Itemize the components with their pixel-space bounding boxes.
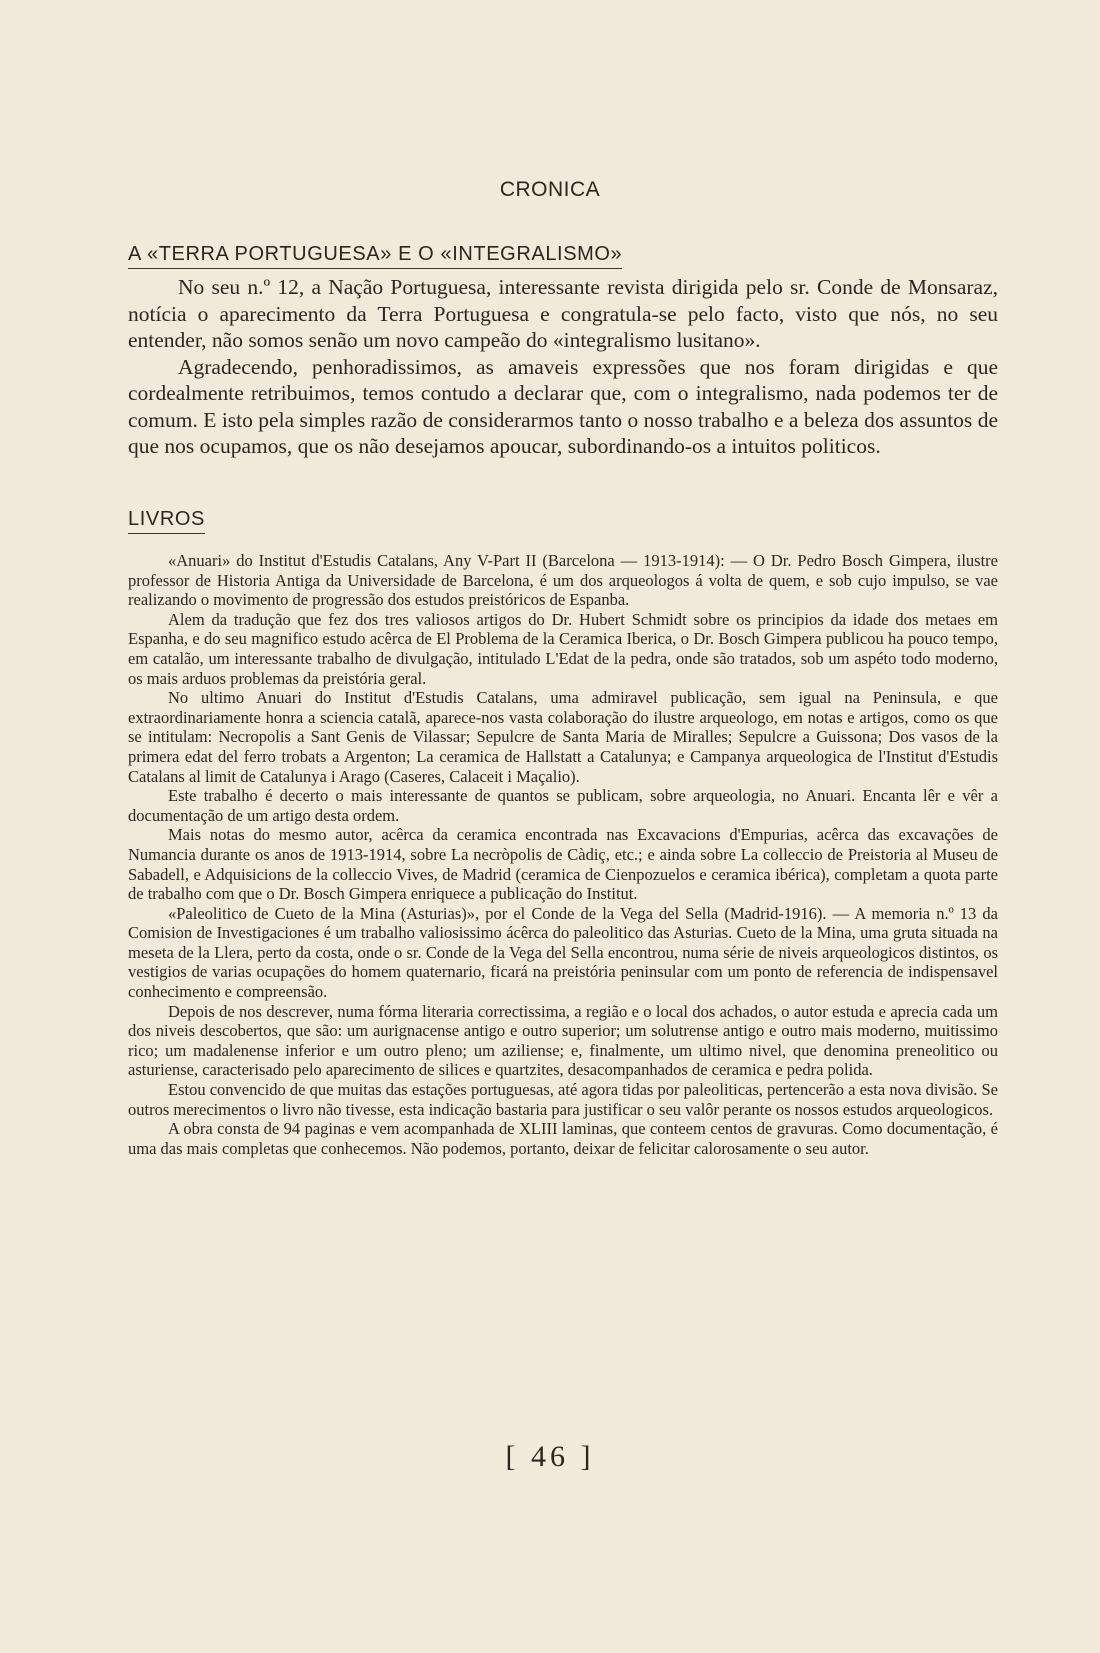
section-livros-body <box>128 551 998 1158</box>
page-header: CRONICA <box>499 178 601 201</box>
section-integralismo-body <box>128 274 998 460</box>
page-number: [ 46 ] <box>505 1440 595 1473</box>
paragraph: A obra consta de 94 paginas e vem acompanhada de XLIII laminas, que conteem centos de gravuras. Como documentação, é uma das mais completas que conhecemos. Não podemos, portanto, deixar de felicitar calorosamente o seu autor. <box>128 1119 998 1158</box>
section-integralismo <box>128 243 998 269</box>
paragraph: No ultimo Anuari do Institut d'Estudis Catalans, uma admiravel publicação, sem igual na Peninsula, e que extraordinariamente honra a sciencia catalã, aparece-nos vasta colaboração do ilustre arqueologo, em notas e artigos, como os que se intitulam: Necropolis a Sant Genis de Vilassar; Sepulcre de Santa Maria de Miralles; Sepulcre a Guissona; Dos vasos de la primera edat del ferro trobats a Argenton; La ceramica de Hallstatt a Catalunya; e Campanya arqueologica de l'Institut d'Estudis Catalans al limit de Catalunya i Arago (Caseres, Calaceit i Maçalio). <box>128 688 998 786</box>
paragraph: «Anuari» do Institut d'Estudis Catalans, Any V-Part II (Barcelona — 1913-1914): — O Dr. Pedro Bosch Gimpera, ilustre professor de Historia Antiga da Universidade de Barcelona, é um dos arqueologos á volta de quem, e sob cujo impulso, se vae realizando o movimento de progressão dos estudos preistóricos de Espanba. <box>128 551 998 610</box>
paragraph: Depois de nos descrever, numa fórma literaria correctissima, a região e o local dos achados, o autor estuda e aprecia cada um dos niveis descobertos, que são: um aurignacense antigo e outro superior; um solutrense antigo e outro mais moderno, muitissimo rico; um madalenense inferior e um outro pleno; um aziliense; e, finalmente, um ultimo nivel, que denomina preneolitico ou asturiense, caracterisado pelo aparecimento de silices e quartzites, desacompanhados de ceramica e pedra polida. <box>128 1001 998 1080</box>
paragraph: «Paleolitico de Cueto de la Mina (Asturias)», por el Conde de la Vega del Sella (Madrid-1916). — A memoria n.º 13 da Comision de Investigaciones é um trabalho valiosissimo ácêrca do paleolitico das Asturias. Cueto de la Mina, uma gruta situada na meseta de la Llera, perto da costa, onde o sr. Conde de la Vega del Sella encontrou, numa série de niveis arqueologicos distintos, os vestigios de varias ocupações do homem quaternario, ficará na preistória peninsular com um ponto de referencia de indispensavel conhecimento e compreensão. <box>128 903 998 1002</box>
paragraph: Estou convencido de que muitas das estações portuguesas, até agora tidas por paleoliticas, pertencerão a esta nova divisão. Se outros merecimentos o livro não tivesse, esta indicação bastaria para justificar o seu valôr perante os nossos estudos arqueologicos. <box>128 1080 998 1119</box>
paragraph: Mais notas do mesmo autor, acêrca da ceramica encontrada nas Excavacions d'Empurias, acêrca das excavações de Numancia durante os anos de 1913-1914, sobre La necròpolis de Càdiç, etc.; e ainda sobre La colleccio de Preistoria al Museu de Sabadell, e Adquisicions de la colleccio Vives, de Madrid (ceramica de Cienpozuelos e ceramica ibérica), completam a quota parte de trabalho com que o Dr. Bosch Gimpera enriquece a publicação do Institut. <box>128 825 998 904</box>
paragraph: Este trabalho é decerto o mais interessante de quantos se publicam, sobre arqueologia, no Anuari. Encanta lêr e vêr a documentação de um artigo desta ordem. <box>128 786 998 825</box>
section-title-livros: LIVROS <box>128 508 205 534</box>
section-livros <box>128 508 998 534</box>
paragraph: Agradecendo, penhoradissimos, as amaveis expressões que nos foram dirigidas e que cordealmente retribuimos, temos contudo a declarar que, com o integralismo, nada podemos ter de comum. E isto pela simples razão de considerarmos tanto o nosso trabalho e a beleza dos assuntos de que nos ocupamos, que os não desejamos apoucar, subordinando-os a intuitos politicos. <box>128 354 998 458</box>
section-title-integralismo: A «TERRA PORTUGUESA» E O «INTEGRALISMO» <box>128 243 622 269</box>
paragraph: No seu n.º 12, a Nação Portuguesa, interessante revista dirigida pelo sr. Conde de Monsaraz, notícia o aparecimento da Terra Portuguesa e congratula-se pelo facto, visto que nós, no seu entender, não somos senão um novo campeão do «integralismo lusitano». <box>128 275 998 352</box>
paragraph: Alem da tradução que fez dos tres valiosos artigos do Dr. Hubert Schmidt sobre os principios da idade dos metaes em Espanha, e do seu magnifico estudo acêrca de El Problema de la Ceramica Iberica, o Dr. Bosch Gimpera publicou ha pouco tempo, em catalão, um interessante trabalho de divulgação, intitulado L'Edat de la pedra, onde são tratados, sob um aspéto todo moderno, os mais arduos problemas da preistória geral. <box>128 609 998 688</box>
